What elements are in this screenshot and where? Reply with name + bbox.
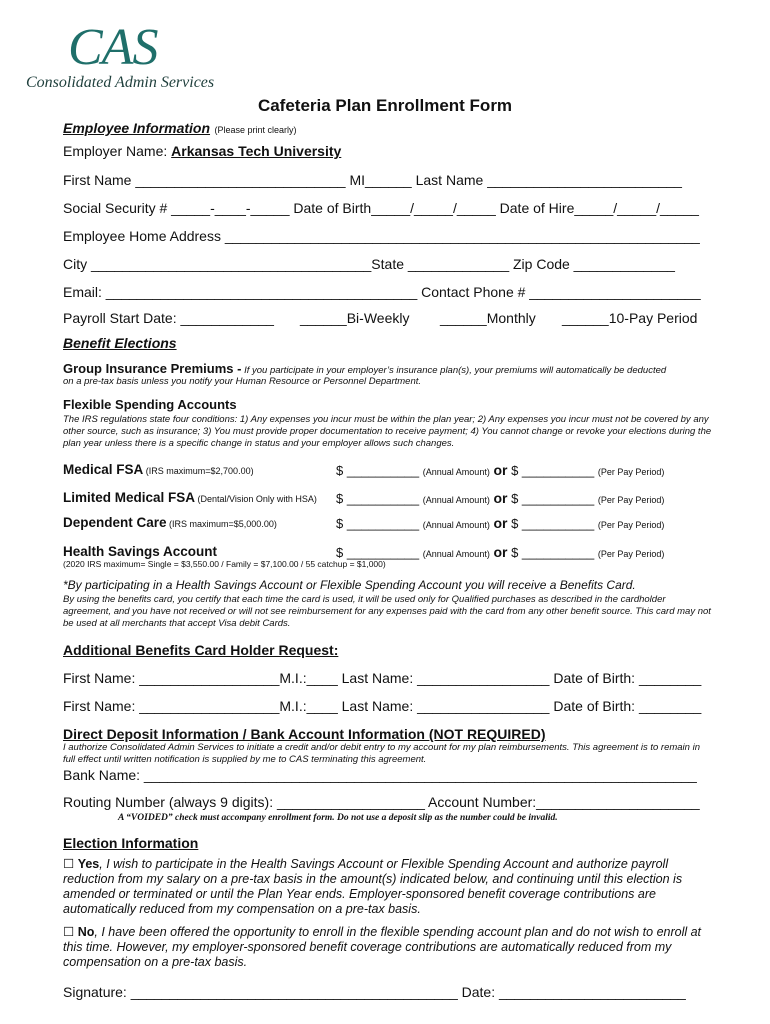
or-label: or <box>493 462 508 478</box>
name-field-row[interactable]: First Name ___________________________ MI______ Last Name _________________________ <box>63 172 682 188</box>
routing-account-field[interactable]: Routing Number (always 9 digits): ___________________ Account Number:_____________________ <box>63 794 700 810</box>
group-insurance-text-2: on a pre-tax basis unless you notify your Human Resource or Personnel Department. <box>63 376 422 387</box>
payroll-start-field[interactable]: Payroll Start Date: ____________ <box>63 310 274 326</box>
election-yes-option[interactable] <box>63 857 703 917</box>
hsa-limits-note: (2020 IRS maximum= Single = $3,550.00 / Family = $7,100.00 / 55 catchup = $1,000) <box>63 559 386 569</box>
per-pay-label: (Per Pay Period) <box>597 549 665 559</box>
dollar-sign: $ __________ <box>336 463 420 478</box>
voided-check-note: A “VOIDED” check must accompany enrollment form. Do not use a deposit slip as the number could be invalid. <box>118 813 558 823</box>
annual-amount-label: (Annual Amount) <box>422 467 490 477</box>
cardholder-row-2[interactable]: First Name: __________________M.I.:____ Last Name: _________________ Date of Birth: ________ <box>63 698 702 714</box>
or-label: or <box>493 544 508 560</box>
email-field-row[interactable]: Email: ________________________________________ Contact Phone # ______________________ <box>63 284 701 300</box>
or-label: or <box>493 515 508 531</box>
employee-info-heading-row <box>63 120 297 138</box>
hsa-annual-field[interactable] <box>336 544 664 560</box>
limited-fsa-name: Limited Medical FSA <box>63 490 196 505</box>
dollar-sign: $ __________ <box>336 516 420 531</box>
dependent-care-note: (IRS maximum=$5,000.00) <box>166 519 277 529</box>
hsa-name: Health Savings Account <box>63 544 218 559</box>
employer-row <box>63 143 341 159</box>
dependent-care-name: Dependent Care <box>63 515 167 530</box>
benefits-card-title: *By participating in a Health Savings Account or Flexible Spending Account you will receive a Benefits Card. <box>63 578 636 592</box>
annual-amount-label: (Annual Amount) <box>422 495 490 505</box>
medical-fsa-label <box>63 461 254 479</box>
medical-fsa-note: (IRS maximum=$2,700.00) <box>143 466 254 476</box>
group-insurance-title: Group Insurance Premiums - <box>63 361 242 376</box>
cardholder-row-1[interactable]: First Name: __________________M.I.:____ Last Name: _________________ Date of Birth: ________ <box>63 670 702 686</box>
dollar-sign-2: $ __________ <box>511 545 595 560</box>
employee-info-note: (Please print clearly) <box>214 125 297 135</box>
monthly-option[interactable]: ______Monthly <box>440 310 536 326</box>
city-field-row[interactable]: City ____________________________________State _____________ Zip Code _____________ <box>63 256 675 272</box>
bank-name-field[interactable]: Bank Name: _______________________________________________________________________ <box>63 767 697 783</box>
medical-fsa-name: Medical FSA <box>63 462 144 477</box>
dependent-care-label <box>63 514 277 532</box>
address-field-row[interactable]: Employee Home Address _____________________________________________________________ <box>63 228 700 244</box>
per-pay-label: (Per Pay Period) <box>597 467 665 477</box>
dollar-sign-2: $ __________ <box>511 491 595 506</box>
fsa-conditions-text: The IRS regulations state four conditions: 1) Any expenses you incur must be within the plan year; 2) Any expenses you incur must not be covered by any other source, such as insurance; 3) You must provide proper documentation to receive payment; 4) You cannot change or revoke your elections during the plan year unless there is a specific change in status and your employer allows such changes. <box>63 414 712 449</box>
election-heading: Election Information <box>63 835 199 851</box>
no-text: , I have been offered the opportunity to enroll in the flexible spending account plan and do not wish to enroll at this time. However, my employer-sponsored benefit coverage contributions are automatically reduced from my compensation on a pre-tax basis. <box>63 925 702 969</box>
cas-logo: CAS <box>68 19 158 76</box>
dollar-sign-2: $ __________ <box>511 463 595 478</box>
employer-label: Employer Name: <box>63 143 168 159</box>
tenpay-option[interactable]: ______10-Pay Period <box>562 310 698 326</box>
yes-label: Yes <box>77 857 100 871</box>
cas-logo-subtitle: Consolidated Admin Services <box>26 74 215 91</box>
benefits-card-text: By using the benefits card, you certify that each time the card is used, it will be used only for Qualified purchases as described in the cardholder agreement, and you have not received or will not see reimbursement for any expenses paid with the card from any other benefit source. This card may not be used at all merchants that accept Visa debit Cards. <box>63 594 711 629</box>
cardholder-heading: Additional Benefits Card Holder Request: <box>63 642 339 658</box>
election-no-option[interactable] <box>63 925 703 970</box>
dollar-sign: $ __________ <box>336 545 420 560</box>
or-label: or <box>493 490 508 506</box>
biweekly-option[interactable]: ______Bi-Weekly <box>300 310 410 326</box>
annual-amount-label: (Annual Amount) <box>422 520 490 530</box>
employer-value[interactable]: Arkansas Tech University <box>171 143 342 159</box>
no-label: No <box>77 925 95 939</box>
dollar-sign: $ __________ <box>336 491 420 506</box>
group-insurance-text: If you participate in your employer’s insurance plan(s), your premiums will automatically be deducted <box>241 365 667 376</box>
direct-deposit-text: I authorize Consolidated Admin Services to initiate a credit and/or debit entry to my account for my plan reimbursements. This agreement is to remain in full effect until written notification is supplied by me to CAS terminating this agreement. <box>63 742 700 765</box>
limited-fsa-note: (Dental/Vision Only with HSA) <box>195 494 317 504</box>
group-insurance-row <box>63 361 666 376</box>
benefit-elections-heading: Benefit Elections <box>63 335 177 351</box>
annual-amount-label: (Annual Amount) <box>422 549 490 559</box>
signature-date-row[interactable]: Signature: __________________________________________ Date: ________________________ <box>63 984 686 1000</box>
employee-info-heading: Employee Information <box>63 120 211 136</box>
yes-checkbox-icon[interactable]: ☐ <box>63 857 75 871</box>
medical-fsa-annual-field[interactable] <box>336 462 664 478</box>
yes-text: , I wish to participate in the Health Savings Account or Flexible Spending Account and authorize payroll reduction from my salary on a pre-tax basis in the amount(s) indicated below, and continuing until this election is amended or terminated or until the Plan Year ends. Employer-sponsored benefit coverage contributions are automatically reduced from my compensation on a pre-tax basis. <box>63 857 683 916</box>
dependent-care-annual-field[interactable] <box>336 515 664 531</box>
fsa-title: Flexible Spending Accounts <box>63 397 237 412</box>
limited-fsa-annual-field[interactable] <box>336 490 664 506</box>
ssn-field-row[interactable]: Social Security # _____-____-_____ Date of Birth_____/_____/_____ Date of Hire_____/_____/_____ <box>63 200 699 216</box>
limited-fsa-label <box>63 489 317 507</box>
direct-deposit-heading: Direct Deposit Information / Bank Account Information (NOT REQUIRED) <box>63 726 546 742</box>
no-checkbox-icon[interactable]: ☐ <box>63 925 75 939</box>
page-title: Cafeteria Plan Enrollment Form <box>257 96 513 115</box>
per-pay-label: (Per Pay Period) <box>597 495 665 505</box>
dollar-sign-2: $ __________ <box>511 516 595 531</box>
per-pay-label: (Per Pay Period) <box>597 520 665 530</box>
